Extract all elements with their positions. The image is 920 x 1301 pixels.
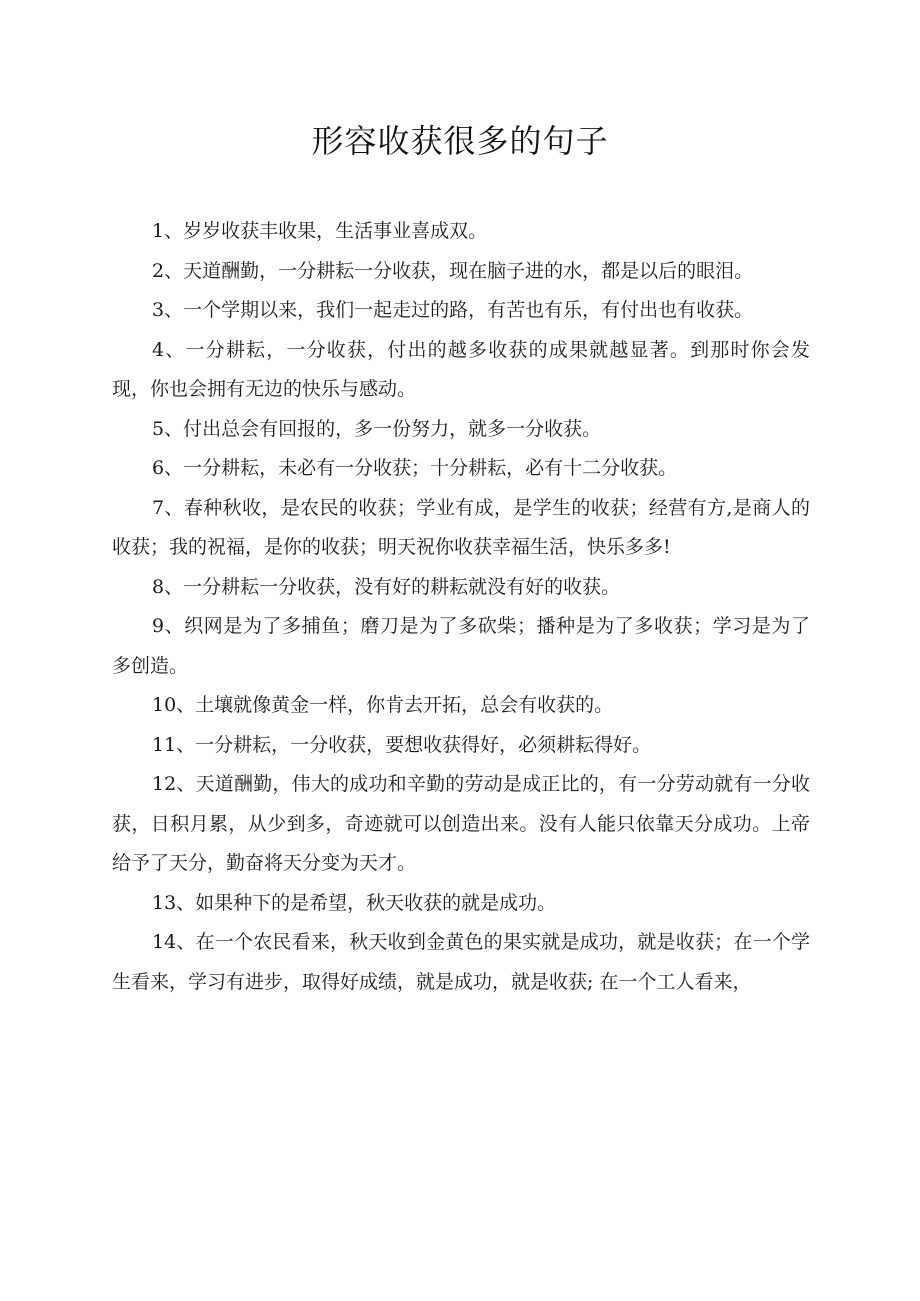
paragraph-3: 3、一个学期以来，我们一起走过的路，有苦也有乐，有付出也有收获。 [152,299,754,321]
page-title: 形容收获很多的句子 [311,122,609,160]
document-body [112,212,810,1002]
paragraph-5: 5、付出总会有回报的，多一份努力，就多一分收获。 [152,417,602,440]
paragraph-7: 7、春种秋收，是农民的收获；学业有成，是学生的收获；经营有方,是商人的收获；我的祝福，是你的收获；明天祝你收获幸福生活，快乐多多! [112,496,810,558]
paragraph-13: 13、如果种下的是希望，秋天收获的就是成功。 [152,891,557,914]
paragraph-11: 11、一分耕耘，一分收获，要想收获得好，必须耕耘得好。 [152,733,652,756]
paragraph-2: 2、天道酬勤，一分耕耘一分收获，现在脑子进的水，都是以后的眼泪。 [152,259,754,282]
paragraph-10: 10、土壤就像黄金一样，你肯去开拓，总会有收获的。 [152,694,614,716]
paragraph-14: 14、在一个农民看来，秋天收到金黄色的果实就是成功，就是收获；在一个学生看来，学习有进步，取得好成绩，就是成功，就是收获; 在一个工人看来， [112,931,810,993]
paragraph-12: 12、天道酬勤，伟大的成功和辛勤的劳动是成正比的，有一分劳动就有一分收获，日积月累，从少到多，奇迹就可以创造出来。没有人能只依靠天分成功。上帝给予了天分，勤奋将天分变为天才。 [112,773,810,874]
paragraph-4: 4、一分耕耘，一分收获，付出的越多收获的成果就越显著。到那时你会发现，你也会拥有无边的快乐与感动。 [112,338,810,400]
paragraph-1: 1、岁岁收获丰收果，生活事业喜成双。 [152,220,488,242]
paragraph-6: 6、一分耕耘，未必有一分收获；十分耕耘，必有十二分收获。 [152,457,678,479]
paragraph-8: 8、一分耕耘一分收获，没有好的耕耘就没有好的收获。 [152,575,621,598]
paragraph-9: 9、织网是为了多捕鱼；磨刀是为了多砍柴；播种是为了多收获；学习是为了多创造。 [112,615,810,677]
